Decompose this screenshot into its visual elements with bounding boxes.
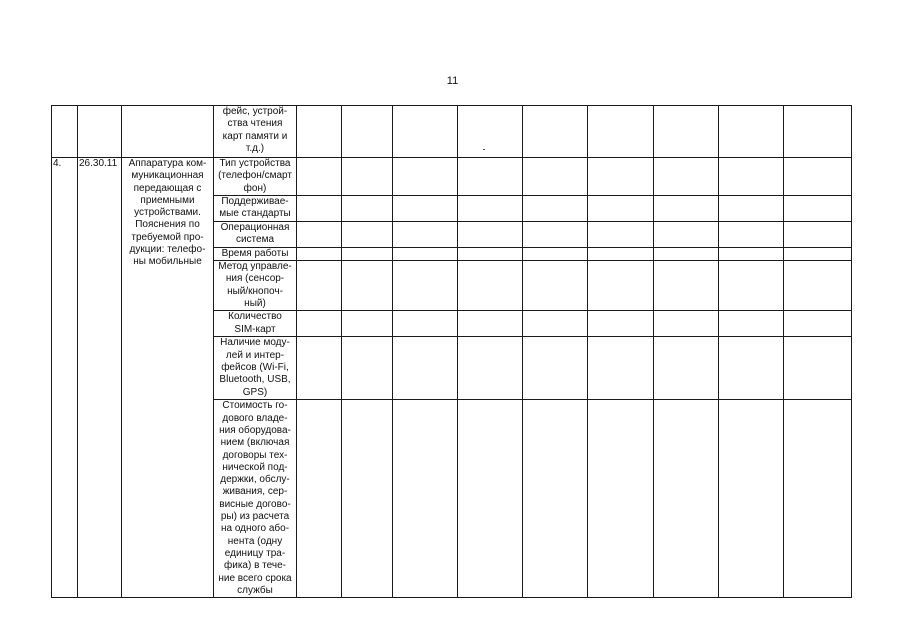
empty-cell: [297, 337, 342, 400]
empty-cell: [458, 311, 523, 337]
empty-cell: [297, 400, 342, 598]
empty-cell: [342, 106, 393, 158]
empty-cell: [342, 337, 393, 400]
empty-cell: [297, 247, 342, 260]
empty-cell: [784, 106, 852, 158]
empty-cell: [297, 311, 342, 337]
empty-cell: [523, 337, 588, 400]
empty-cell: [458, 221, 523, 247]
empty-cell: [588, 158, 654, 196]
table-row: [52, 158, 852, 196]
empty-cell: [458, 195, 523, 221]
empty-cell: [588, 195, 654, 221]
empty-cell: [393, 261, 458, 311]
empty-cell: [588, 221, 654, 247]
empty-cell: [297, 195, 342, 221]
description-cell: Аппаратура ком- муникационная передающая с приемными устройствами. Пояснения по требуемой про- дукции: телефо- ны мобильные: [122, 158, 214, 598]
parameter-cell: фейс, устрой- ства чтения карт памяти и т.д.): [214, 106, 297, 158]
empty-cell: [588, 261, 654, 311]
empty-cell: [297, 106, 342, 158]
empty-cell: [654, 158, 719, 196]
empty-cell: [342, 261, 393, 311]
table-row: [52, 106, 852, 158]
parameter-cell: Тип устройства (телефон/смарт фон): [214, 158, 297, 196]
empty-cell: [458, 261, 523, 311]
empty-cell: [588, 337, 654, 400]
empty-cell: [393, 158, 458, 196]
empty-cell: [523, 247, 588, 260]
empty-cell: [297, 261, 342, 311]
empty-cell: [719, 221, 784, 247]
empty-cell: [342, 311, 393, 337]
code-cell: [78, 106, 122, 158]
empty-cell: [784, 261, 852, 311]
empty-cell: [342, 221, 393, 247]
parameter-cell: Метод управле- ния (сенсор- ный/кнопоч- ный): [214, 261, 297, 311]
empty-cell: [393, 195, 458, 221]
parameter-cell: Стоимость го- дового владе- ния оборудова- нием (включая договоры тех- нической под- держки, обслу- живания, сер- висные догово- ры) из расчета на одного або- нента (одну единицу тра- фика) в тече- ние всего срока службы: [214, 400, 297, 598]
empty-cell: [719, 106, 784, 158]
empty-cell: [297, 158, 342, 196]
empty-cell: [588, 311, 654, 337]
parameter-cell: Поддерживае- мые стандарты: [214, 195, 297, 221]
empty-cell: [654, 221, 719, 247]
empty-cell: [719, 337, 784, 400]
empty-cell: [523, 311, 588, 337]
empty-cell: [784, 247, 852, 260]
empty-cell: [784, 311, 852, 337]
empty-cell: [342, 247, 393, 260]
row-number-cell: 4.: [52, 158, 78, 598]
empty-cell: [342, 158, 393, 196]
parameter-cell: Количество SIM-карт: [214, 311, 297, 337]
empty-cell: [342, 195, 393, 221]
empty-cell: [719, 247, 784, 260]
empty-cell: [719, 195, 784, 221]
empty-cell: [458, 158, 523, 196]
empty-cell: [784, 337, 852, 400]
empty-cell: [588, 247, 654, 260]
row-number-cell: [52, 106, 78, 158]
empty-cell: [393, 311, 458, 337]
empty-cell: [719, 261, 784, 311]
empty-cell: [654, 261, 719, 311]
empty-cell: [654, 311, 719, 337]
parameter-cell: Наличие моду- лей и интер- фейсов (Wi-Fi, Bluetooth, USB, GPS): [214, 337, 297, 400]
empty-cell: [393, 247, 458, 260]
empty-cell: [458, 106, 523, 158]
empty-cell: [523, 158, 588, 196]
empty-cell: [523, 400, 588, 598]
empty-cell: [784, 400, 852, 598]
empty-cell: [458, 337, 523, 400]
empty-cell: [654, 337, 719, 400]
page-number: 11: [446, 75, 459, 87]
empty-cell: [393, 337, 458, 400]
empty-cell: [393, 106, 458, 158]
empty-cell: [297, 221, 342, 247]
empty-cell: [654, 400, 719, 598]
empty-cell: [458, 247, 523, 260]
empty-cell: [654, 106, 719, 158]
empty-cell: [458, 400, 523, 598]
empty-cell: [784, 195, 852, 221]
empty-cell: [523, 221, 588, 247]
empty-cell: [654, 195, 719, 221]
empty-cell: [784, 221, 852, 247]
empty-cell: [719, 400, 784, 598]
empty-cell: [784, 158, 852, 196]
parameter-cell: Время работы: [214, 247, 297, 260]
parameter-cell: Операционная система: [214, 221, 297, 247]
empty-cell: [523, 106, 588, 158]
empty-cell: [719, 158, 784, 196]
empty-cell: [523, 261, 588, 311]
empty-cell: [588, 400, 654, 598]
code-cell: 26.30.11: [78, 158, 122, 598]
empty-cell: [588, 106, 654, 158]
empty-cell: [393, 221, 458, 247]
empty-cell: [393, 400, 458, 598]
empty-cell: [654, 247, 719, 260]
specification-table: [51, 105, 852, 598]
empty-cell: [523, 195, 588, 221]
empty-cell: [719, 311, 784, 337]
description-cell: [122, 106, 214, 158]
empty-cell: [342, 400, 393, 598]
